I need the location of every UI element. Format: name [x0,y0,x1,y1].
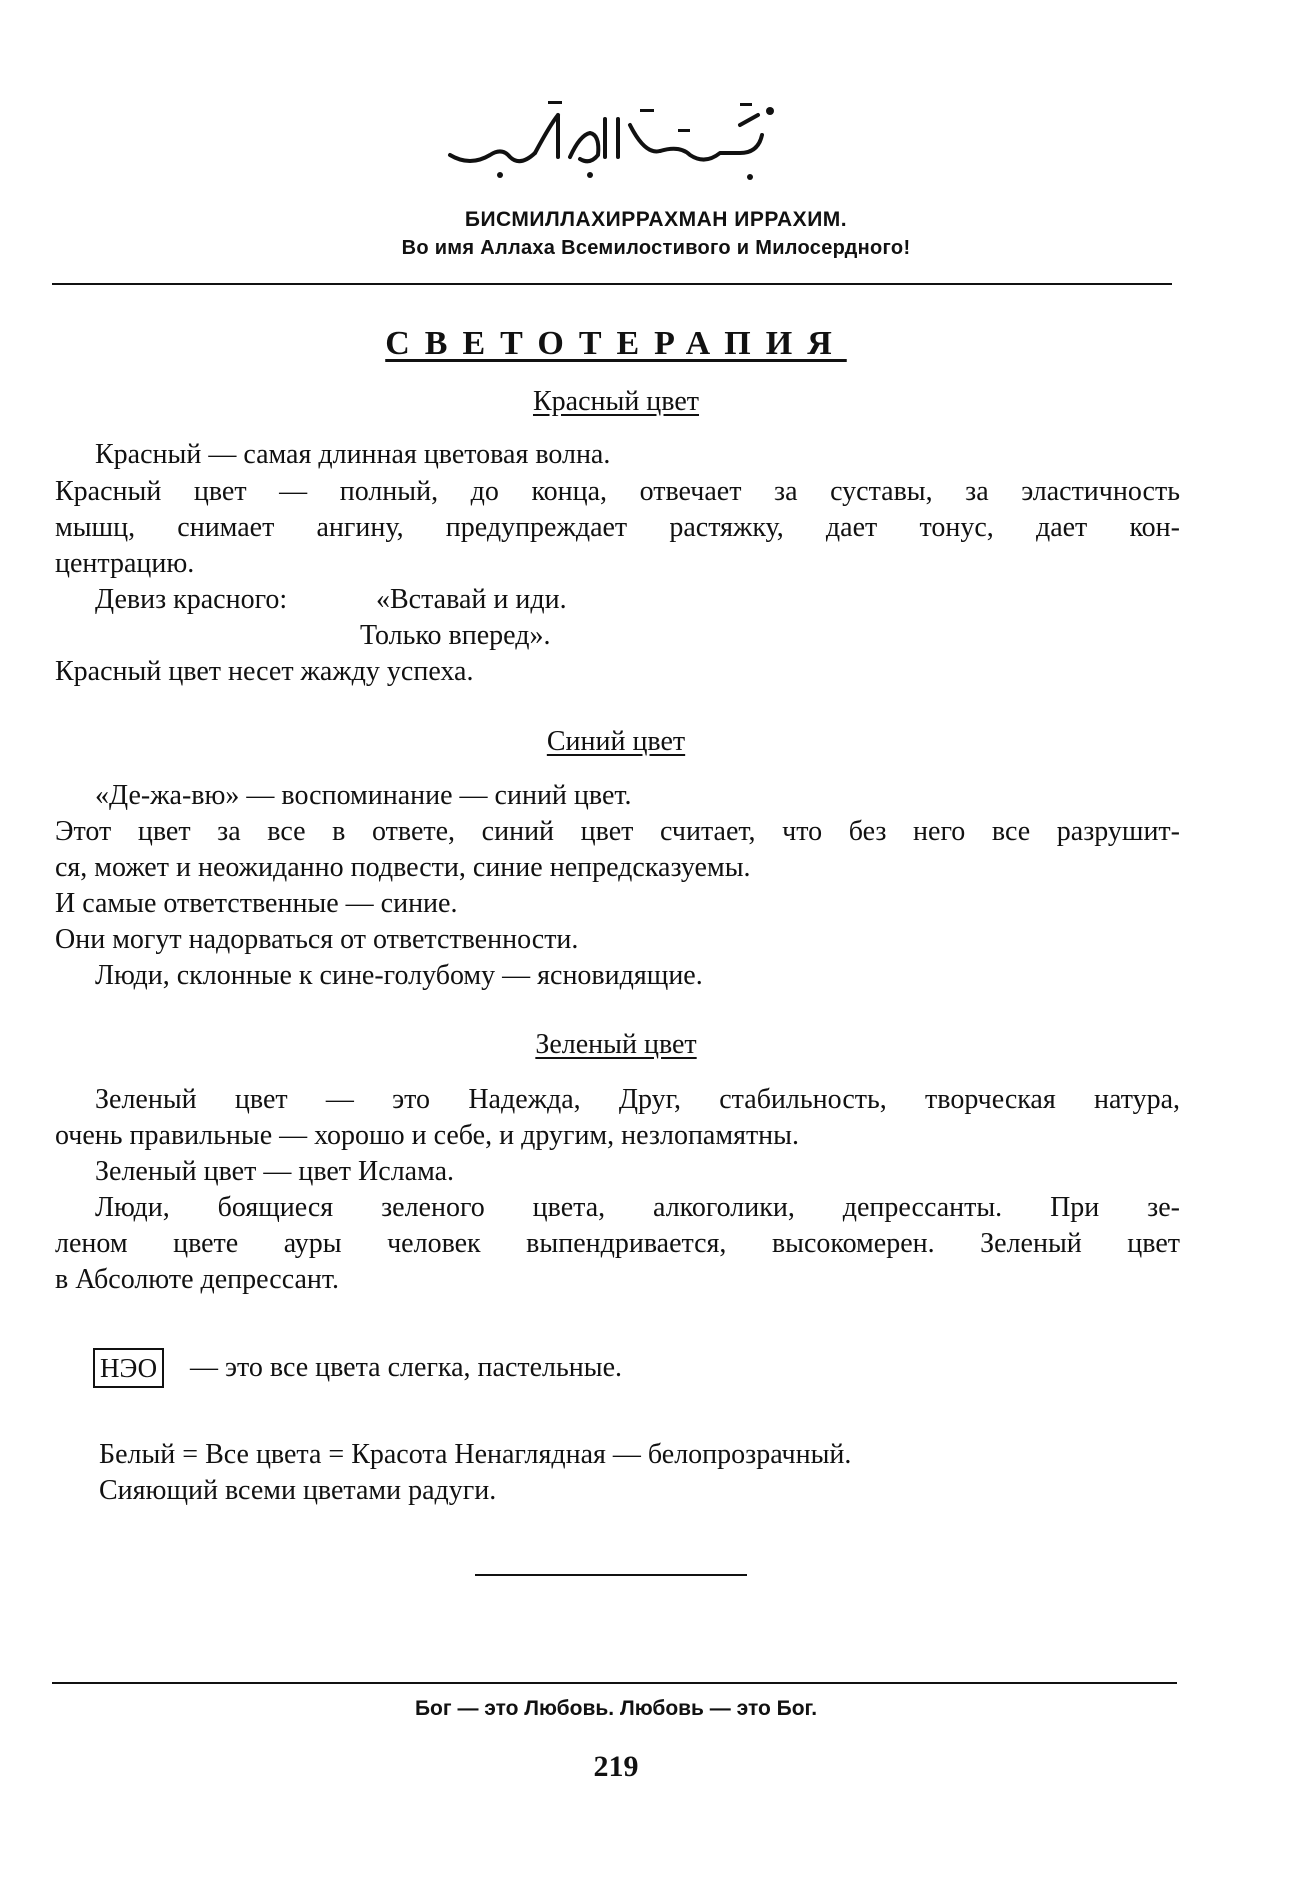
paragraph-line: Люди, боящиеся зеленого цвета, алкоголики, депрессанты. При зе- [95,1192,1180,1223]
paragraph-line: леном цвете ауры человек выпендривается, высокомерен. Зеленый цвет [55,1228,1180,1259]
footer-divider [52,1682,1177,1684]
paragraph-line: И самые ответственные — синие. [55,888,458,919]
white-line-2: Сияющий всеми цветами радуги. [99,1475,497,1506]
motto-text: «Вставай и иди. [376,584,567,615]
motto-label: Девиз красного: [95,584,288,615]
paragraph-line: Зеленый цвет — это Надежда, Друг, стабильность, творческая натура, [95,1084,1180,1115]
paragraph-line: центрацию. [55,548,195,579]
header-divider [52,283,1172,285]
neo-label-box: НЭО [93,1348,164,1388]
paragraph-line: очень правильные — хорошо и себе, и другим, незлопамятны. [55,1120,799,1151]
paragraph-line: Люди, склонные к сине-голубому — ясновидящие. [95,960,703,991]
white-line-1: Белый = Все цвета = Красота Ненаглядная — белопрозрачный. [99,1439,852,1470]
paragraph-line: Красный цвет несет жажду успеха. [55,656,474,687]
paragraph-line: Красный цвет — полный, до конца, отвечает за суставы, за эластичность [55,476,1180,507]
paragraph-line: Зеленый цвет — цвет Ислама. [95,1156,455,1187]
page-title: СВЕТОТЕРАПИЯ [385,325,847,362]
bismillah-calligraphy [440,95,780,185]
section-heading-red: Красный цвет [532,386,700,417]
section-heading-green: Зеленый цвет [535,1029,697,1060]
paragraph-line: мышц, снимает ангину, предупреждает растяжку, дает тонус, дает кон- [55,512,1180,543]
paragraph-line: Они могут надорваться от ответственности. [55,924,579,955]
neo-description: — это все цвета слегка, пастельные. [190,1352,623,1383]
paragraph-line: Этот цвет за все в ответе, синий цвет считает, что без него все разрушит- [55,816,1180,847]
footer-motto: Бог — это Любовь. Любовь — это Бог. [414,1697,818,1720]
page-number: 219 [593,1750,639,1783]
paragraph-line: ся, может и неожиданно подвести, синие непредсказуемы. [55,852,751,883]
paragraph-line: Красный — самая длинная цветовая волна. [95,439,611,470]
section-end-divider [475,1574,747,1576]
paragraph-line: в Абсолюте депрессант. [55,1264,340,1295]
section-heading-blue: Синий цвет [546,726,686,757]
motto-text: Только вперед». [360,620,551,651]
bismillah-transliteration: БИСМИЛЛАХИРРАХМАН ИРРАХИМ. [464,208,848,231]
bismillah-translation: Во имя Аллаха Всемилостивого и Милосердного! [401,237,911,259]
paragraph-line: «Де-жа-вю» — воспоминание — синий цвет. [95,780,632,811]
